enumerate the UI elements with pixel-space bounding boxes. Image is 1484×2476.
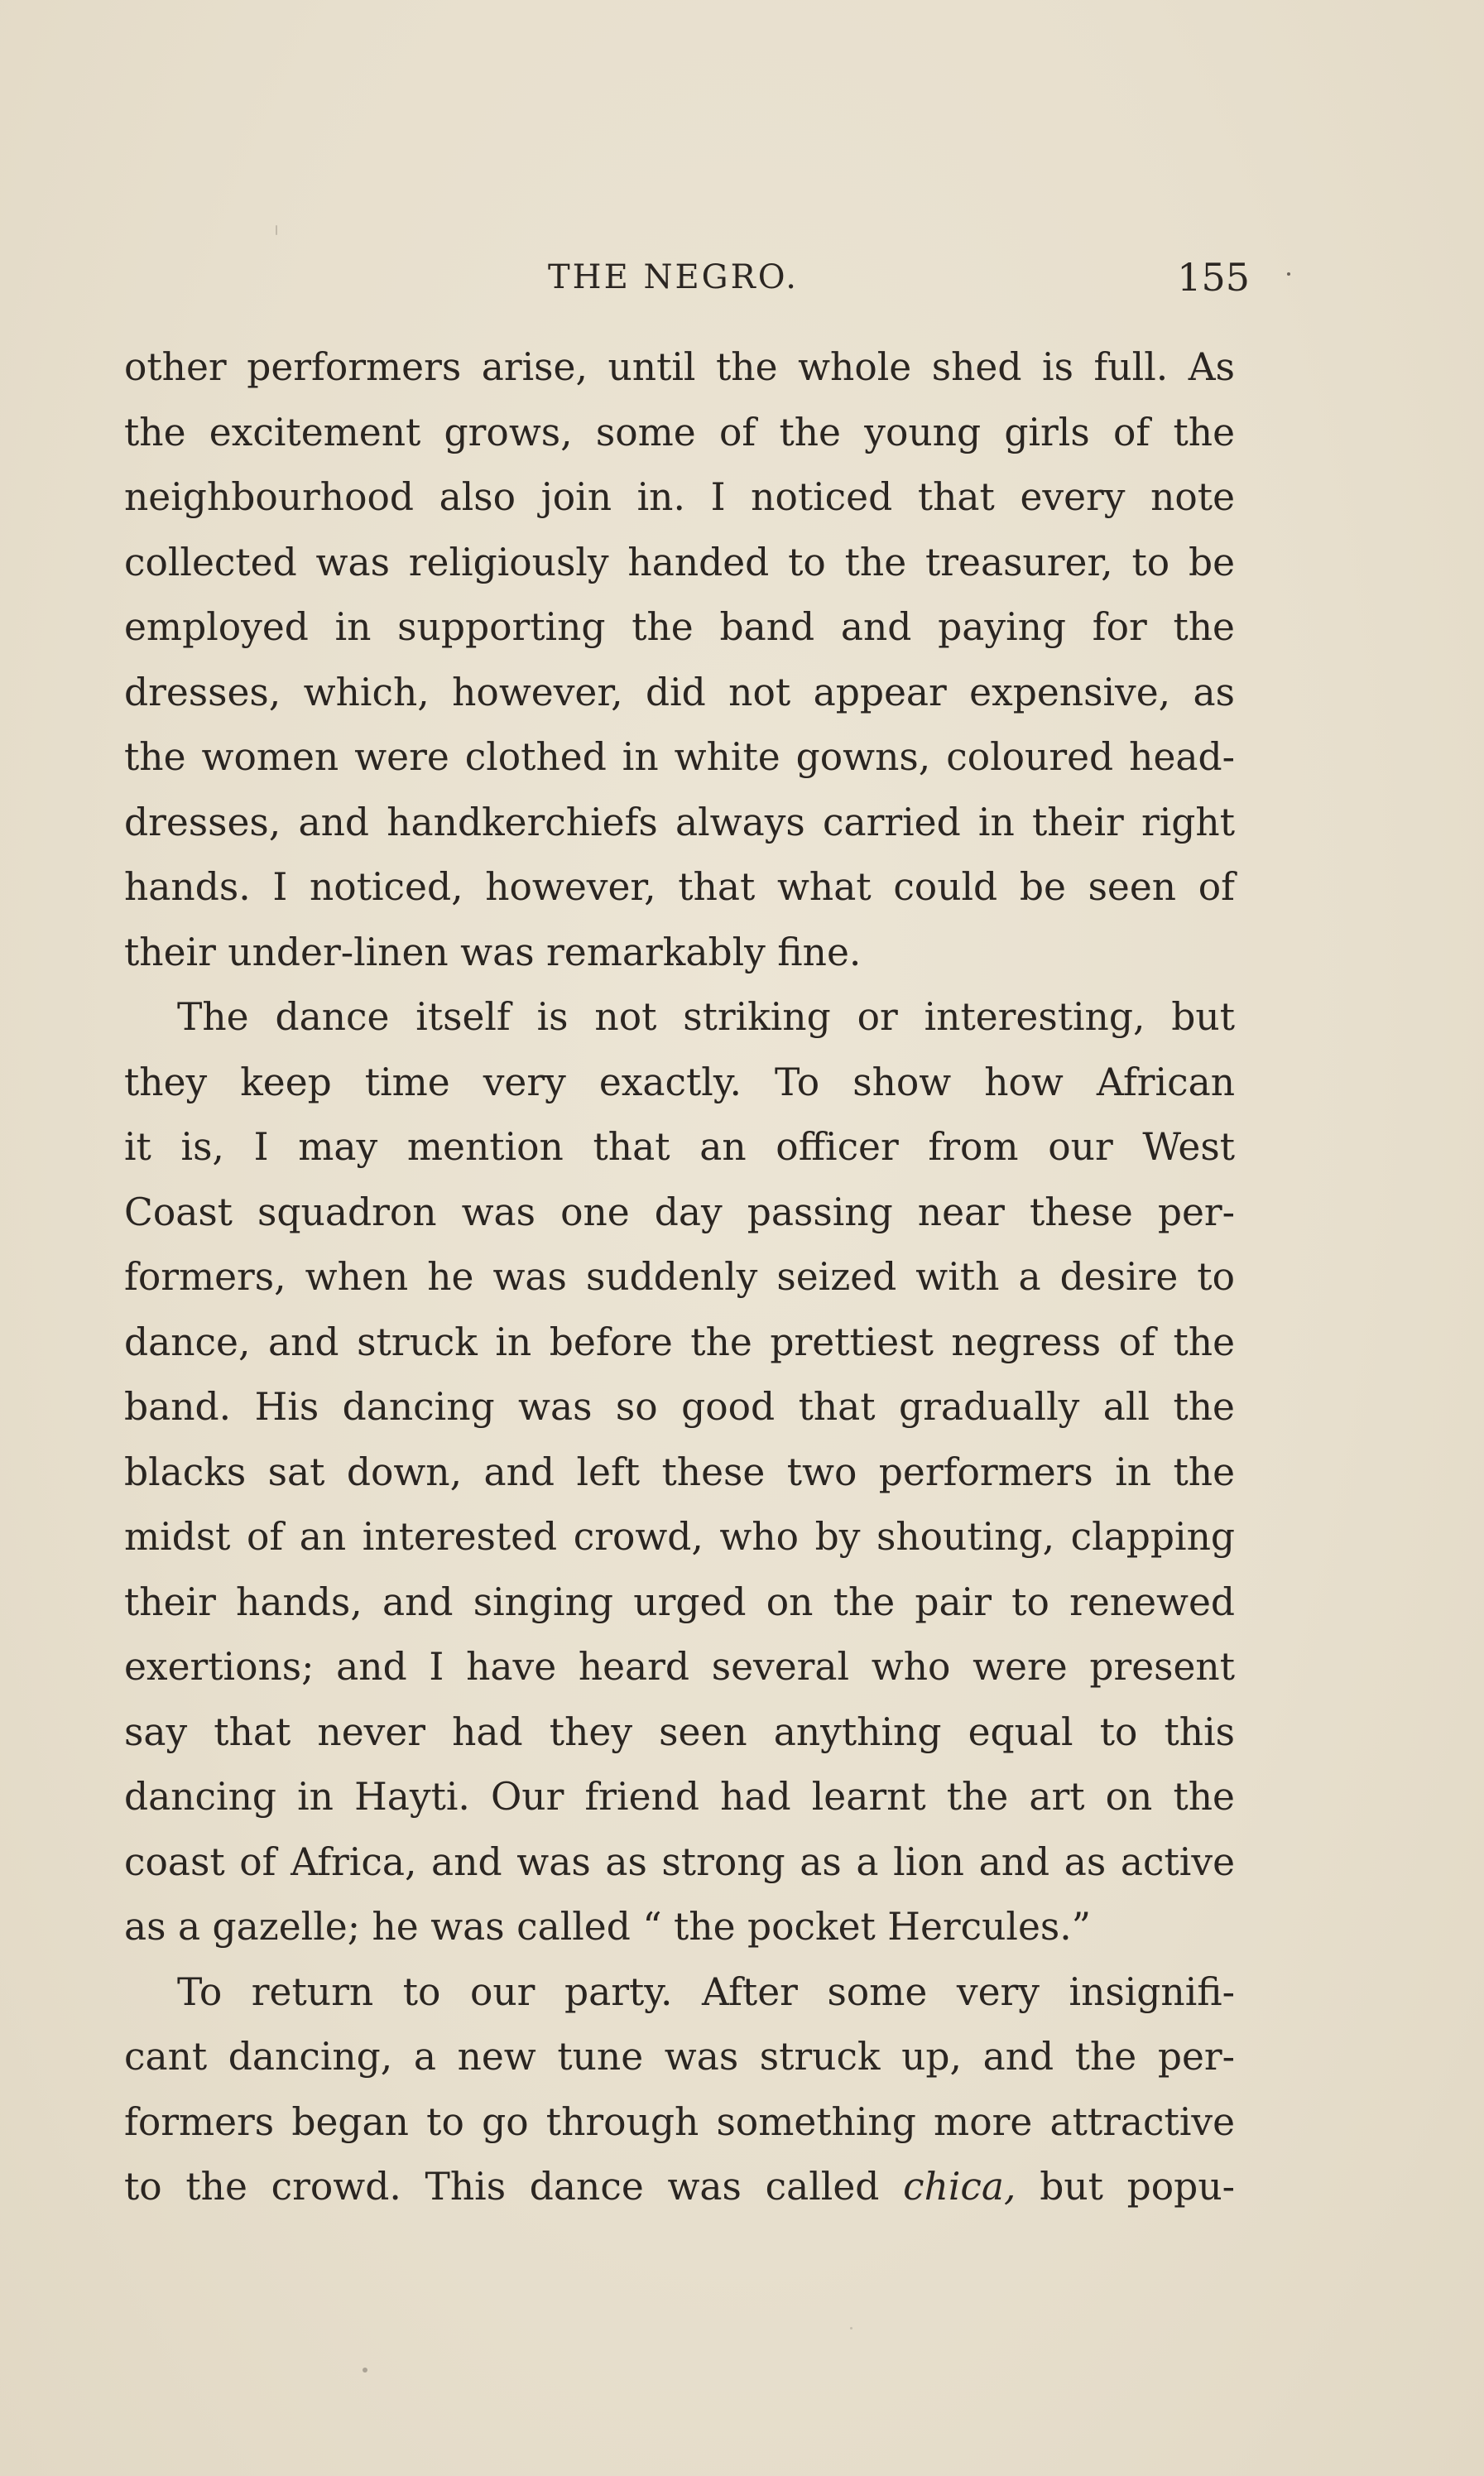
- text-line: The dance itself is not striking or interesting, but: [177, 995, 1235, 1039]
- text-line: neighbourhood also join in. I noticed that every note: [124, 475, 1235, 519]
- text-line: other performers arise, until the whole shed is full. As: [124, 345, 1235, 389]
- running-title: THE NEGRO.: [548, 258, 799, 296]
- text-line-mixed: [124, 2155, 1235, 2220]
- text-line: dance, and struck in before the prettiest negress of the: [124, 1320, 1235, 1364]
- text-line: they keep time very exactly. To show how African: [124, 1060, 1235, 1104]
- running-header: [124, 248, 1250, 306]
- italic-term-chica: chica,: [903, 2165, 1016, 2209]
- text-segment: to the crowd. This dance was called: [124, 2165, 904, 2209]
- text-line: collected was religiously handed to the treasurer, to be: [124, 540, 1235, 584]
- margin-speck: [363, 2368, 367, 2373]
- text-line: dresses, which, however, did not appear expensive, as: [124, 670, 1235, 714]
- text-line: hands. I noticed, however, that what could be seen of: [124, 865, 1235, 909]
- text-line: as a gazelle; he was called “ the pocket Hercules.”: [124, 1905, 1091, 1949]
- text-line: blacks sat down, and left these two performers in the: [124, 1450, 1235, 1494]
- text-line: employed in supporting the band and paying for the: [124, 605, 1235, 649]
- body-text: [124, 335, 1235, 2220]
- text-line: dancing in Hayti. Our friend had learnt the art on the: [124, 1775, 1235, 1819]
- text-line: Coast squadron was one day passing near these per-: [124, 1190, 1235, 1234]
- text-line: band. His dancing was so good that gradually all the: [124, 1385, 1235, 1429]
- header-tick-mark: [1287, 272, 1290, 276]
- text-line: their under-linen was remarkably fine.: [124, 930, 862, 974]
- text-line: midst of an interested crowd, who by shouting, clapping: [124, 1515, 1235, 1559]
- text-segment: but popu-: [1016, 2165, 1235, 2209]
- margin-speck: [850, 2327, 852, 2329]
- text-line: the women were clothed in white gowns, coloured head-: [124, 735, 1235, 779]
- text-line: To return to our party. After some very insignifi-: [177, 1969, 1235, 2014]
- text-line: cant dancing, a new tune was struck up, and the per-: [124, 2035, 1235, 2079]
- text-line: formers, when he was suddenly seized with a desire to: [124, 1255, 1235, 1299]
- text-line: coast of Africa, and was as strong as a lion and as active: [124, 1839, 1235, 1884]
- margin-speck: [276, 225, 277, 235]
- text-line: say that never had they seen anything equal to this: [124, 1709, 1235, 1754]
- text-line: it is, I may mention that an officer from our West: [124, 1125, 1235, 1169]
- text-line: formers began to go through something more attractive: [124, 2099, 1235, 2144]
- page-number: 155: [1177, 255, 1250, 300]
- text-line: their hands, and singing urged on the pair to renewed: [124, 1579, 1235, 1624]
- text-line: the excitement grows, some of the young girls of the: [124, 410, 1235, 454]
- text-line: dresses, and handkerchiefs always carried in their right: [124, 800, 1235, 844]
- text-line: exertions; and I have heard several who were present: [124, 1645, 1235, 1689]
